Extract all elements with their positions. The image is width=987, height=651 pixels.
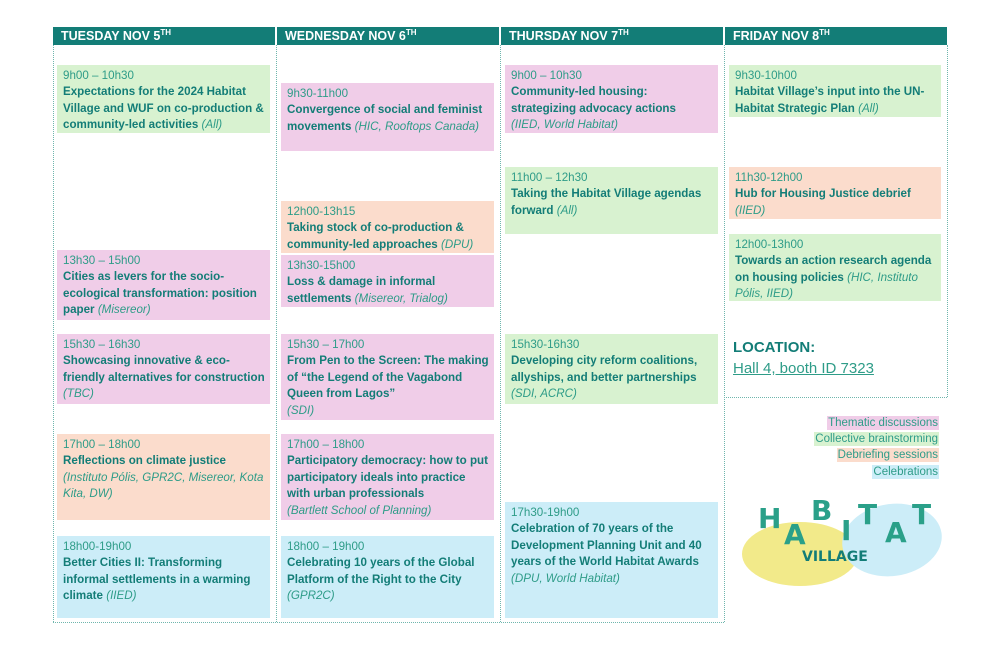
- event-time: 12h00-13h00: [735, 238, 804, 251]
- logo-letter: I: [841, 514, 852, 547]
- grid-line: [724, 45, 725, 622]
- event-card[interactable]: [57, 334, 270, 404]
- event-card[interactable]: [57, 536, 270, 618]
- event-time: 9h30-11h00: [287, 87, 349, 100]
- event-title: Habitat Village’s input into the UN-Habitat Strategic Plan: [735, 85, 925, 115]
- event-organizer: (SDI): [287, 403, 315, 417]
- event-organizer: (Instituto Pólis, GPR2C, Misereor, Kota Kita, DW): [63, 470, 264, 501]
- location-label: LOCATION:: [733, 339, 816, 356]
- event-organizer: (All): [858, 101, 879, 115]
- event-card[interactable]: [281, 536, 494, 618]
- event-title: Loss & damage in informal settlements: [287, 275, 436, 305]
- event-organizer: (Misereor, Trialog): [354, 291, 448, 305]
- event-card[interactable]: [281, 255, 494, 307]
- event-title: Expectations for the 2024 Habitat Village and WUF on co-production & community-led activities: [63, 85, 264, 132]
- grid-line: [53, 45, 54, 622]
- event-time: 9h00 – 10h30: [511, 69, 582, 82]
- location-link[interactable]: Hall 4, booth ID 7323: [733, 360, 874, 377]
- event-title: Better Cities II: Transforming informal settlements in a warming climate: [63, 556, 251, 603]
- event-card[interactable]: [729, 167, 941, 219]
- event-title: Taking the Habitat Village agendas forward: [511, 187, 702, 217]
- grid-line: [500, 45, 501, 622]
- event-organizer: (GPR2C): [287, 589, 335, 603]
- event-time: 18h00-19h00: [63, 540, 132, 553]
- event-card[interactable]: [57, 250, 270, 320]
- event-time: 17h00 – 18h00: [287, 438, 365, 451]
- event-title: Hub for Housing Justice debrief: [735, 187, 911, 201]
- event-organizer: (Bartlett School of Planning): [287, 503, 432, 517]
- event-title: From Pen to the Screen: The making of “the Legend of the Vagabond Queen from Lagos”: [287, 354, 489, 401]
- event-time: 17h30-19h00: [511, 506, 580, 519]
- event-time: 15h30 – 16h30: [63, 338, 141, 351]
- grid-line: [276, 45, 277, 622]
- logo-letter: B: [811, 494, 833, 527]
- event-card[interactable]: [729, 65, 941, 117]
- event-time: 12h00-13h15: [287, 205, 356, 218]
- habitat-village-logo: [742, 490, 942, 590]
- event-time: 11h00 – 12h30: [511, 171, 588, 184]
- event-title: Celebrating 10 years of the Global Platform of the Right to the City: [287, 556, 475, 586]
- event-card[interactable]: [281, 201, 494, 253]
- day-header-wednesday: WEDNESDAY NOV 6TH: [277, 27, 499, 45]
- event-time: 11h30-12h00: [735, 171, 803, 184]
- event-organizer: (Misereor): [97, 303, 151, 317]
- event-time: 15h30-16h30: [511, 338, 580, 351]
- event-organizer: (IIED, World Habitat): [511, 118, 618, 132]
- event-organizer: (TBC): [63, 387, 94, 401]
- logo-letter: A: [885, 516, 907, 549]
- event-card[interactable]: [505, 65, 718, 133]
- event-card[interactable]: [57, 434, 270, 520]
- event-organizer: (SDI, ACRC): [511, 387, 577, 401]
- logo-letter: H: [758, 502, 782, 535]
- grid-line: [947, 45, 948, 397]
- grid-line: [53, 622, 724, 623]
- legend-thematic-discussions: Thematic discussions: [828, 417, 938, 429]
- event-title: Participatory democracy: how to put participatory ideals into practice with urban professionals: [287, 454, 488, 501]
- event-time: 13h30-15h00: [287, 259, 356, 272]
- event-title: Reflections on climate justice: [63, 454, 227, 468]
- event-title: Towards an action research agenda on housing policies: [735, 254, 932, 284]
- event-card[interactable]: [729, 234, 941, 301]
- logo-letter: A: [784, 518, 806, 551]
- legend-collective-brainstorming: Collective brainstorming: [815, 433, 938, 445]
- event-time: 9h30-10h00: [735, 69, 797, 82]
- event-title: Convergence of social and feminist movements: [287, 103, 483, 133]
- event-time: 9h00 – 10h30: [63, 69, 134, 82]
- event-organizer: (HIC, Rooftops Canada): [354, 119, 480, 133]
- legend-debriefing-sessions: Debriefing sessions: [837, 449, 938, 461]
- event-title: Community-led housing: strategizing advocacy actions: [511, 85, 676, 115]
- event-organizer: (All): [556, 203, 578, 217]
- event-card[interactable]: [281, 83, 494, 151]
- event-time: 18h00 – 19h00: [287, 540, 365, 553]
- event-organizer: (IIED): [735, 203, 766, 217]
- event-card[interactable]: [281, 434, 494, 520]
- event-organizer: (IIED): [106, 589, 137, 603]
- event-organizer: (DPU, World Habitat): [511, 571, 620, 585]
- day-header-friday: FRIDAY NOV 8TH: [725, 27, 947, 45]
- event-title: Showcasing innovative & eco-friendly alternatives for construction: [63, 354, 265, 384]
- event-time: 13h30 – 15h00: [63, 254, 141, 267]
- event-title: Cities as levers for the socio-ecological transformation: position paper: [63, 270, 257, 317]
- event-organizer: (All): [201, 118, 223, 132]
- event-card[interactable]: [505, 167, 718, 234]
- event-time: 15h30 – 17h00: [287, 338, 365, 351]
- event-organizer: (HIC, Instituto Pólis, IIED): [735, 270, 918, 301]
- grid-line: [724, 397, 947, 398]
- logo-letter: T: [912, 498, 932, 531]
- event-title: Celebration of 70 years of the Development Planning Unit and 40 years of the World Habitat Awards: [511, 522, 702, 569]
- event-title: Taking stock of co-production & community-led approaches: [287, 221, 464, 251]
- event-card[interactable]: [281, 334, 494, 420]
- day-header-tuesday: TUESDAY NOV 5TH: [53, 27, 275, 45]
- event-card[interactable]: [505, 502, 718, 618]
- logo-village: VILLAGE: [802, 549, 868, 565]
- event-time: 17h00 – 18h00: [63, 438, 141, 451]
- event-card[interactable]: [57, 65, 270, 133]
- day-header-thursday: THURSDAY NOV 7TH: [501, 27, 723, 45]
- legend-celebrations: Celebrations: [873, 466, 938, 478]
- event-organizer: (DPU): [441, 237, 474, 251]
- logo-letter: T: [858, 498, 878, 531]
- event-card[interactable]: [505, 334, 718, 404]
- event-title: Developing city reform coalitions, allyships, and better partnerships: [511, 354, 698, 384]
